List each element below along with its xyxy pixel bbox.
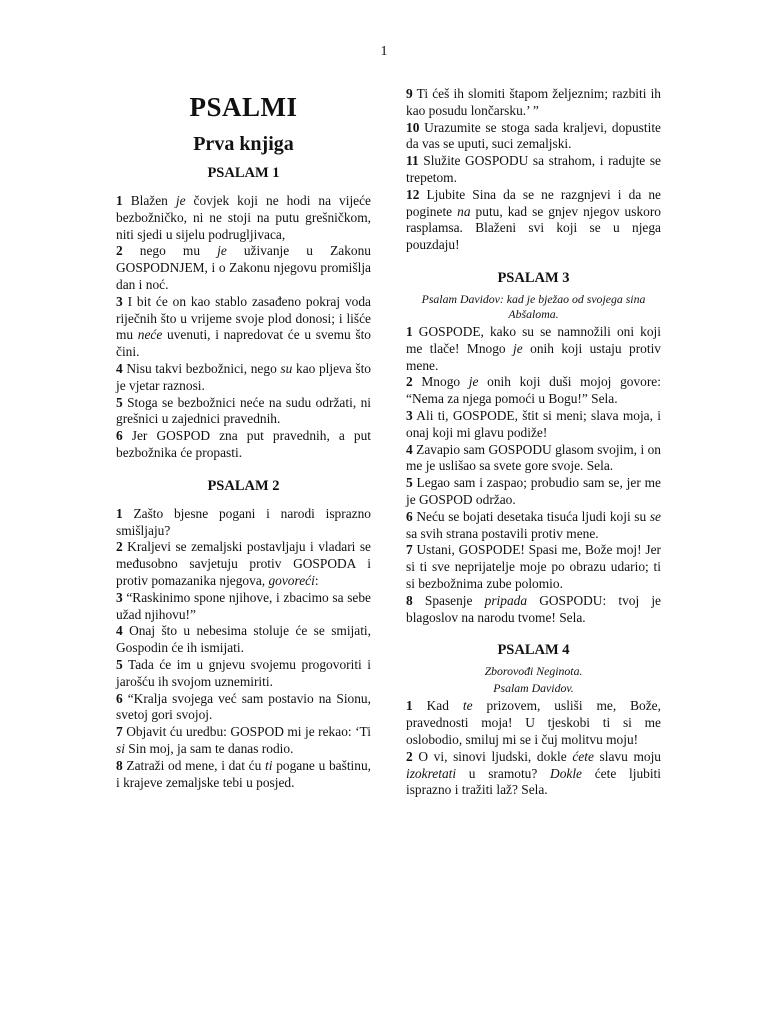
verse xyxy=(406,374,661,408)
verse-text-italic: je xyxy=(217,243,227,259)
verse xyxy=(406,324,661,374)
verse-text-italic: se xyxy=(649,508,661,524)
verse-text-italic: je xyxy=(513,340,523,356)
verse-number: 3 xyxy=(116,293,123,309)
verse xyxy=(406,749,661,799)
psalm-3-superscription xyxy=(406,292,661,322)
verse-number: 7 xyxy=(116,724,123,740)
verse xyxy=(116,623,371,657)
right-column xyxy=(406,86,661,799)
verse-text: kao pljeva što je vjetar raznosi. xyxy=(116,360,371,393)
verse-text: nego mu xyxy=(139,243,218,259)
verse-text: Ti ćeš ih slomiti štapom željeznim; razbiti ih kao posudu lončarsku.’ ” xyxy=(406,86,662,118)
verse-number: 5 xyxy=(116,656,123,672)
verse-text: Kad xyxy=(426,698,463,714)
verse-text: Jer GOSPOD zna put pravednih, a put bezbožnika će propasti. xyxy=(116,428,371,460)
verse xyxy=(406,509,661,543)
verse xyxy=(116,294,371,361)
verse-number: 11 xyxy=(406,153,419,169)
verse-text: Mnogo xyxy=(421,374,469,390)
verse-text-italic: su xyxy=(280,360,293,376)
verse-text-italic: ćete xyxy=(572,748,594,764)
verse-text-italic: je xyxy=(468,374,479,390)
verse-text: Stoga se bezbožnici neće na sudu održati, ni grešnici u zajednici pravednih. xyxy=(116,394,371,427)
verse-number: 3 xyxy=(116,589,123,605)
verse-text: Nisu takvi bezbožnici, nego xyxy=(126,360,281,376)
verse xyxy=(116,758,371,792)
verse-number: 4 xyxy=(116,360,123,376)
verse-number: 5 xyxy=(116,394,123,410)
verse-number: 5 xyxy=(406,475,413,491)
verse-text: čovjek koji ne hodi na vijeće bezbožničko, ni ne stoji na putu grešničkom, niti sjedi u sijelu podrugljivaca, xyxy=(116,193,371,242)
verse-text: prizovem, usliši me, Bože, pravednosti moja! U tjeskobi ti si me oslobodio, smiluj mi se i čuj molitvu moju! xyxy=(406,698,661,747)
verse xyxy=(406,698,661,748)
verse-text: “Kralja svojega već sam postavio na Sionu, svetoj gori svojoj. xyxy=(116,690,371,723)
verse-text-italic: neće xyxy=(137,327,163,343)
verse-number: 9 xyxy=(406,86,413,101)
verse xyxy=(116,506,371,540)
verse-text: sa svih strana postavili protiv mene. xyxy=(406,525,599,541)
verse xyxy=(406,187,661,254)
verse xyxy=(116,428,371,462)
verse-number: 6 xyxy=(406,508,413,524)
verse-text-italic: na xyxy=(457,203,471,219)
verse-text: Onaj što u nebesima stoluje će se smijati, Gospodin će ih ismijati. xyxy=(116,623,371,656)
verse-text: Ali ti, GOSPODE, štit si meni; slava moja, i onaj koji mi glavu podiže! xyxy=(406,407,661,440)
verse-number: 2 xyxy=(406,374,413,390)
verse-text: Neću se bojati desetaka tisuća ljudi koji su xyxy=(416,508,650,524)
page-number: 1 xyxy=(380,44,388,59)
verse-text: Urazumite se stoga sada kraljevi, dopustite da vas se uputi, suci zemaljski. xyxy=(406,119,661,152)
verse-text-italic: je xyxy=(175,193,186,208)
verse-text-italic: ti xyxy=(265,757,273,773)
verse-number: 12 xyxy=(406,186,420,202)
book-title: PSALMI xyxy=(189,92,298,122)
verse-number: 2 xyxy=(116,539,123,555)
verse xyxy=(406,86,661,120)
verse-text: onih koji ustaju protiv mene. xyxy=(406,340,662,373)
verse-number: 8 xyxy=(406,592,413,608)
verse-number: 1 xyxy=(406,323,413,339)
verse-number: 6 xyxy=(116,690,123,706)
verse-text: GOSPODU: tvoj je blagoslov na narodu tvome! Sela. xyxy=(406,592,661,625)
verse-text: onih koji duši mojoj govore: “Nema za njega pomoći u Bogu!” Sela. xyxy=(406,374,661,407)
verse xyxy=(406,542,661,592)
psalm-2-verses-continued xyxy=(406,86,661,254)
verse-text: pogane u baštinu, i krajeve zemaljske tebi u posjed. xyxy=(116,757,371,790)
verse-text: Ustani, GOSPODE! Spasi me, Bože moj! Jer si ti sve neprijatelje moje po obrazu udario; ti si bezbožnima zube polomio. xyxy=(406,542,661,591)
verse-number: 1 xyxy=(406,698,413,714)
verse xyxy=(116,193,371,243)
psalm-4-heading: PSALAM 4 xyxy=(497,642,570,659)
verse xyxy=(116,361,371,395)
verse-text-italic: Dokle xyxy=(550,765,583,781)
verse xyxy=(406,475,661,509)
verse xyxy=(406,153,661,187)
book-subtitle: Prva knjiga xyxy=(193,133,294,155)
verse-text: Spasenje xyxy=(424,592,485,608)
verse-text-italic: te xyxy=(462,698,473,714)
psalm-4-superscription xyxy=(406,664,661,696)
verse xyxy=(116,590,371,624)
verse-text-italic: si xyxy=(116,740,125,756)
verse-number: 2 xyxy=(116,243,123,259)
verse-text: Služite GOSPODU sa strahom, i radujte se trepetom. xyxy=(406,153,661,185)
verse-text: O vi, sinovi ljudski, dokle xyxy=(418,748,573,764)
verse-text: Objavit ću uredbu: GOSPOD mi je rekao: ‘Ti xyxy=(126,724,371,740)
psalm-3-heading: PSALAM 3 xyxy=(497,269,570,286)
verse-text: Legao sam i zaspao; probudio sam se, jer me je GOSPOD održao. xyxy=(406,475,661,507)
verse-text-italic: izokretati xyxy=(406,765,457,781)
verse xyxy=(406,408,661,442)
psalm-3-verses xyxy=(406,324,661,626)
verse-number: 1 xyxy=(116,505,123,521)
verse-text: putu, kad se gnjev njegov uskoro rasplamsa. Blaženi svi koji se u njega pouzdaju! xyxy=(406,203,661,253)
verse-number: 3 xyxy=(406,407,413,423)
verse-text: Zašto bjesne pogani i narodi isprazno smišljaju? xyxy=(116,505,371,538)
verse-text-italic: govoreći xyxy=(268,572,315,588)
verse-number: 7 xyxy=(406,542,413,558)
verse-text: Zavapio sam GOSPODU glasom svojim, i on me je uslišao sa svete gore svoje. Sela. xyxy=(406,441,661,474)
verse-number: 2 xyxy=(406,748,413,764)
verse-number: 4 xyxy=(406,441,413,457)
verse-text: uvenuti, i napredovat će u svemu što čini. xyxy=(116,327,371,360)
psalm-1-verses xyxy=(116,193,371,462)
verse xyxy=(116,539,371,589)
verse-text: I bit će on kao stablo zasađeno pokraj voda riječnih što u vrijeme svoje plod donosi; i lišće mu xyxy=(116,293,371,343)
verse xyxy=(116,657,371,691)
verse-text: uživanje u Zakonu GOSPODNJEM, i o Zakonu njegovu promišlja dan i noć. xyxy=(116,243,371,292)
verse-text: Zatraži od mene, i dat ću xyxy=(126,757,266,773)
superscription-line: Psalam Davidov. xyxy=(493,681,574,696)
verse-text: slavu moju xyxy=(593,748,661,764)
psalm-4-verses xyxy=(406,698,661,799)
verse-number: 4 xyxy=(116,623,123,639)
verse-text: ćete ljubiti isprazno i tražiti laž? Sela. xyxy=(406,765,661,798)
verse-text: Tada će im u gnjevu svojemu progovoriti i jarošću ih svojom uznemiriti. xyxy=(116,656,372,689)
verse-number: 1 xyxy=(116,193,123,208)
verse-text: : xyxy=(314,572,319,588)
psalm-1-heading: PSALAM 1 xyxy=(207,165,280,181)
superscription-line: Psalam Davidov: kad je bježao od svojega sina Abšaloma. xyxy=(421,291,646,321)
verse xyxy=(116,243,371,293)
verse-text: Kraljevi se zemaljski postavljaju i vladari se međusobno savjetuju protiv GOSPODA i protiv pomazanika njegova, xyxy=(116,539,371,588)
verse-text: Blažen xyxy=(130,193,176,208)
superscription-line: Zborovođi Neginota. xyxy=(484,664,583,679)
psalm-2-heading: PSALAM 2 xyxy=(207,477,280,494)
verse-text: u sramotu? xyxy=(456,765,551,781)
verse-text: Ljubite Sina da se ne razgnjevi i da ne poginete xyxy=(406,186,661,219)
verse xyxy=(116,724,371,758)
verse-number: 6 xyxy=(116,428,123,444)
verse xyxy=(116,395,371,429)
verse xyxy=(116,691,371,725)
verse-number: 10 xyxy=(406,119,420,135)
verse xyxy=(406,120,661,154)
verse-number: 8 xyxy=(116,757,123,773)
verse-text-italic: pripada xyxy=(484,592,528,608)
psalm-2-verses xyxy=(116,506,371,792)
left-column xyxy=(116,86,371,791)
verse-text: Sin moj, ja sam te danas rodio. xyxy=(124,740,294,756)
verse-text: GOSPODE, kako su se namnožili oni koji me tlače! Mnogo xyxy=(406,323,661,356)
verse xyxy=(406,593,661,627)
verse xyxy=(406,442,661,476)
verse-text: “Raskinimo spone njihove, i zbacimo sa sebe užad njihovu!” xyxy=(116,589,371,622)
